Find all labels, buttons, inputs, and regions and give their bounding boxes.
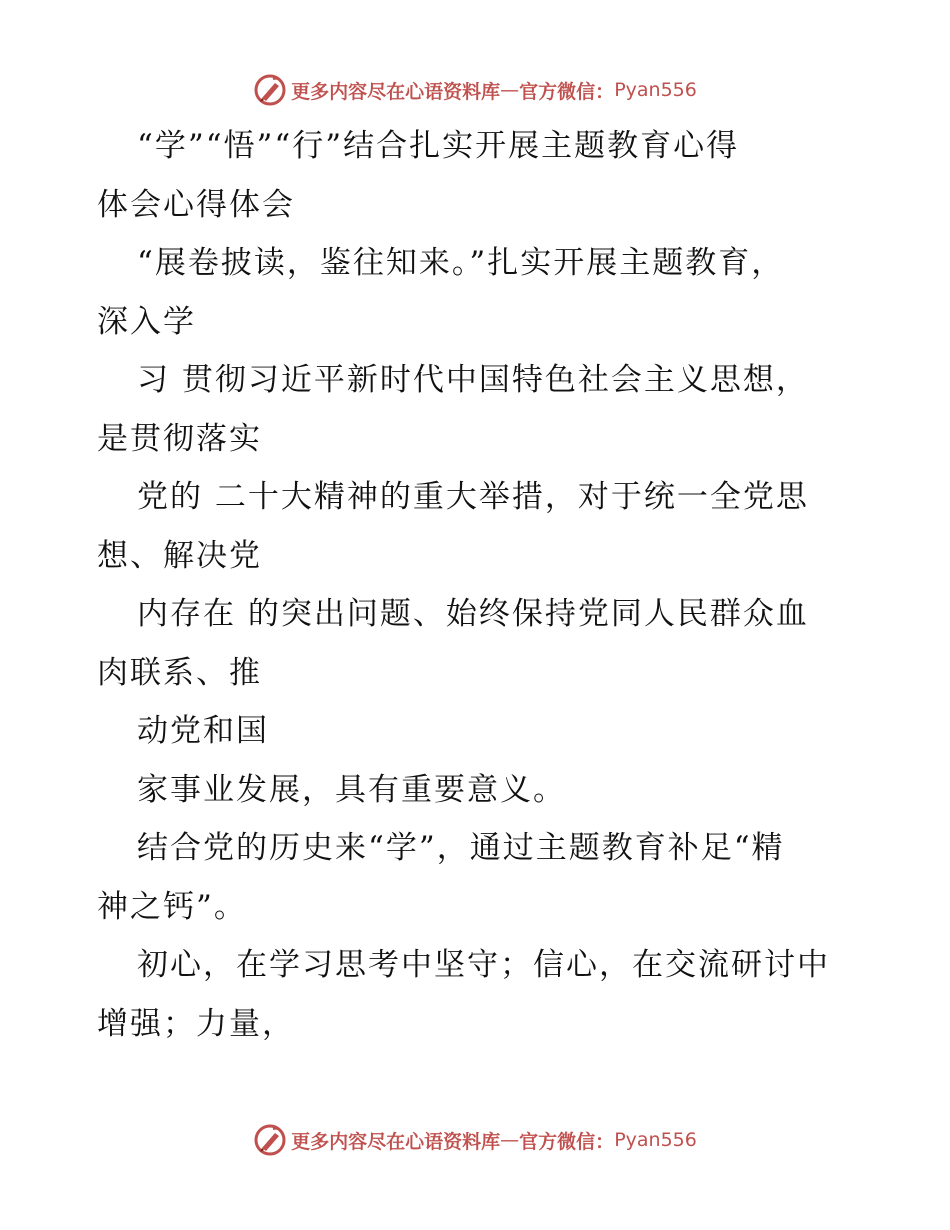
text-line: 初心，在学习思考中坚守；信心，在交流研讨中	[137, 947, 830, 983]
text-line: 体会心得体会	[97, 186, 295, 223]
footer-banner	[0, 1120, 950, 1160]
pen-logo-icon	[253, 1123, 287, 1157]
text-line: 是贯彻落实	[97, 420, 262, 457]
pen-logo-icon	[253, 73, 287, 107]
banner-separator: —	[500, 1129, 520, 1151]
banner-wechat-label: 官方微信：	[519, 1130, 615, 1153]
banner-wechat-label: 官方微信：	[519, 80, 615, 103]
banner-wechat-id: Pyan556	[614, 79, 697, 101]
text-line: 深入学	[97, 303, 196, 340]
text-line: 结合党的历史来“学”，通过主题教育补足“精	[137, 830, 785, 866]
banner-text: 更多内容尽在心语资料库	[291, 1130, 501, 1153]
banner-text: 更多内容尽在心语资料库	[291, 80, 501, 103]
text-line: 动党和国	[137, 713, 269, 749]
text-line: “学”“悟”“行”结合扎实开展主题教育心得	[137, 128, 740, 164]
document-body	[97, 117, 857, 1053]
text-line: 肉联系、推	[97, 654, 262, 691]
header-banner	[0, 70, 950, 110]
text-line: 内存在 的突出问题、始终保持党同人民群众血	[137, 596, 809, 632]
banner-separator: —	[500, 79, 520, 101]
banner-wechat-id: Pyan556	[614, 1129, 697, 1151]
text-line: “展卷披读，鉴往知来。”扎实开展主题教育，	[137, 245, 785, 281]
text-line: 习 贯彻习近平新时代中国特色社会主义思想，	[137, 362, 809, 398]
text-line: 党的 二十大精神的重大举措，对于统一全党思	[137, 479, 809, 515]
text-line: 增强；力量，	[97, 1005, 295, 1042]
text-line: 想、解决党	[97, 537, 262, 574]
text-line: 家事业发展，具有重要意义。	[137, 771, 566, 808]
text-line: 神之钙”。	[97, 888, 247, 925]
